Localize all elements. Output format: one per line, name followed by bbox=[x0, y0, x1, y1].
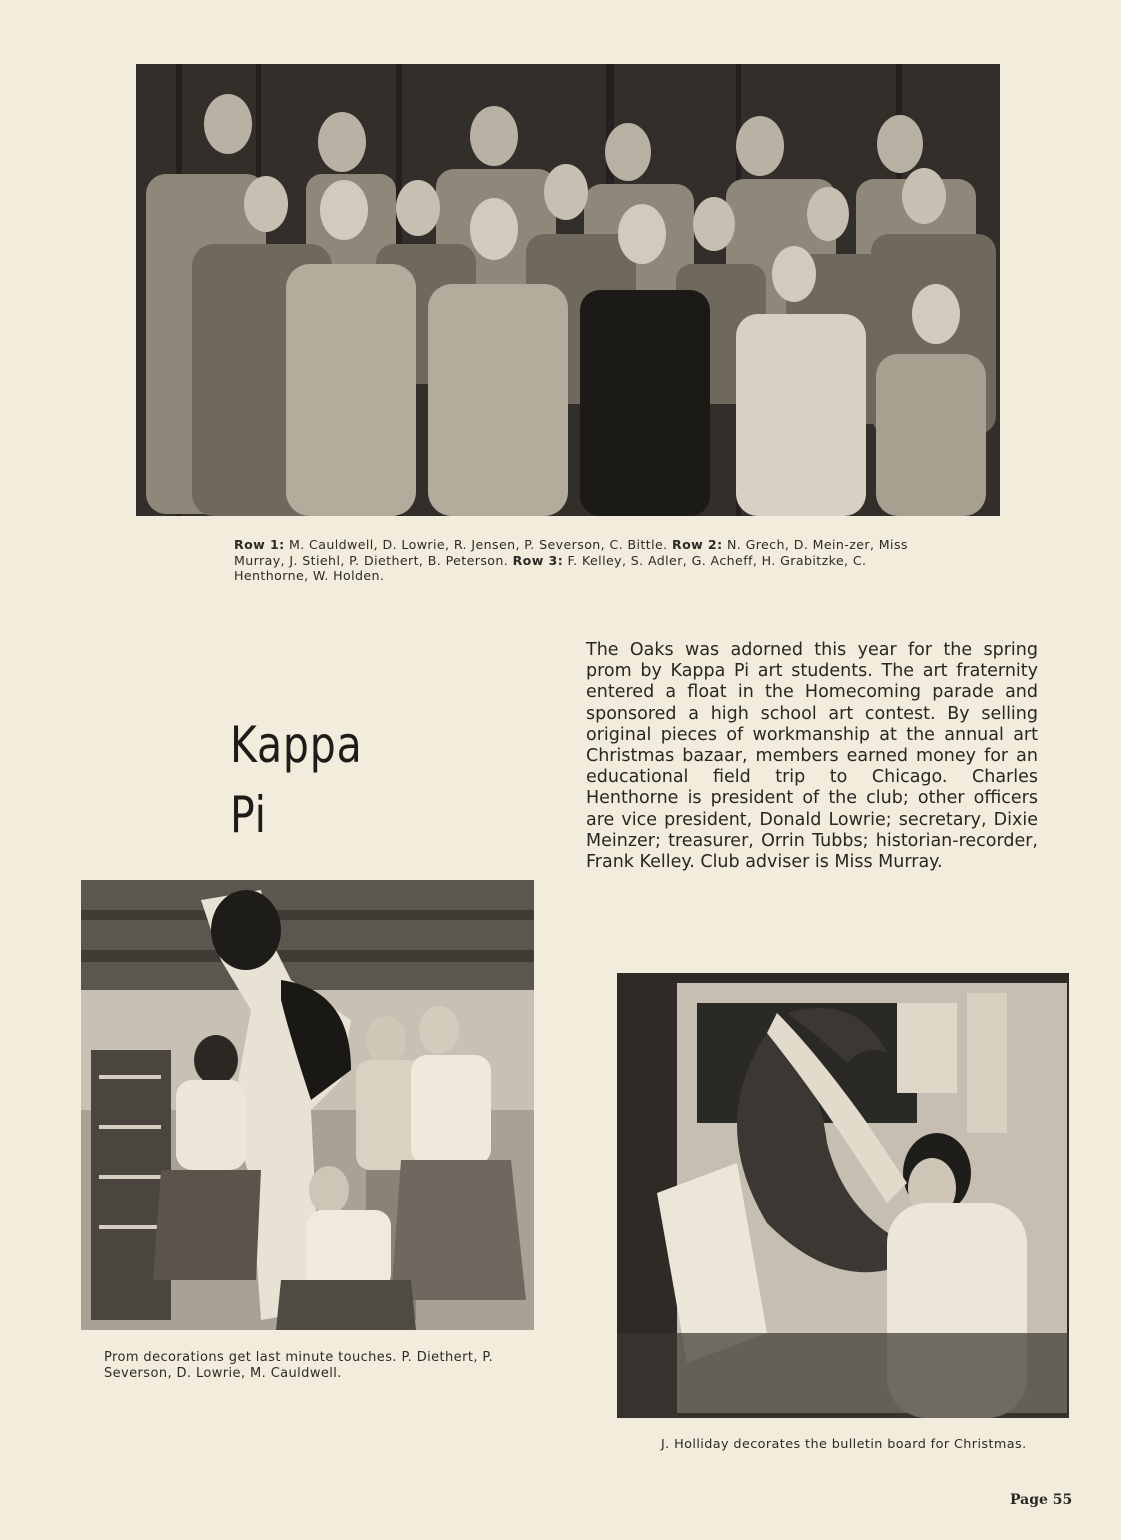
bulletin-photo bbox=[617, 973, 1069, 1418]
bulletin-photo-illustration bbox=[617, 973, 1069, 1418]
prom-photo-caption: Prom decorations get last minute touches. P. Diethert, P. Severson, D. Lowrie, M. Cauldwell. bbox=[104, 1350, 494, 1381]
group-photo bbox=[136, 64, 1000, 516]
row1-names: M. Cauldwell, D. Lowrie, R. Jensen, P. Severson, C. Bittle. bbox=[284, 537, 672, 552]
body-paragraph: The Oaks was adorned this year for the spring prom by Kappa Pi art students. The art fraternity entered a float in the Homecoming parade and sponsored a high school art contest. By selling original pieces of workmanship at the annual art Christmas bazaar, members earned money for an educational field trip to Chicago. Charles Henthorne is president of the club; other officers are vice president, Donald Lowrie; secretary, Dixie Meinzer; treasurer, Orrin Tubbs; historian-recorder, Frank Kelley. Club adviser is Miss Murray. bbox=[586, 640, 1038, 873]
group-photo-illustration bbox=[136, 64, 1000, 516]
page-title: Kappa Pi bbox=[230, 716, 363, 844]
row2-label: Row 2: bbox=[671, 537, 723, 552]
row1-label: Row 1: bbox=[234, 537, 285, 552]
page-number: Page 55 bbox=[1010, 1492, 1073, 1508]
prom-photo bbox=[81, 880, 534, 1330]
row3-label: Row 3: bbox=[512, 552, 564, 568]
row2-names: N. Grech, D. Mein-zer, Miss Murray, J. Stiehl, P. Diethert, B. Peterson. bbox=[234, 537, 908, 568]
bulletin-photo-caption: J. Holliday decorates the bulletin board for Christmas. bbox=[661, 1437, 1027, 1452]
group-photo-caption bbox=[234, 537, 916, 584]
row3-names: F. Kelley, S. Adler, G. Acheff, H. Grabitzke, C. Henthorne, W. Holden. bbox=[234, 552, 867, 583]
prom-photo-illustration bbox=[81, 880, 534, 1330]
